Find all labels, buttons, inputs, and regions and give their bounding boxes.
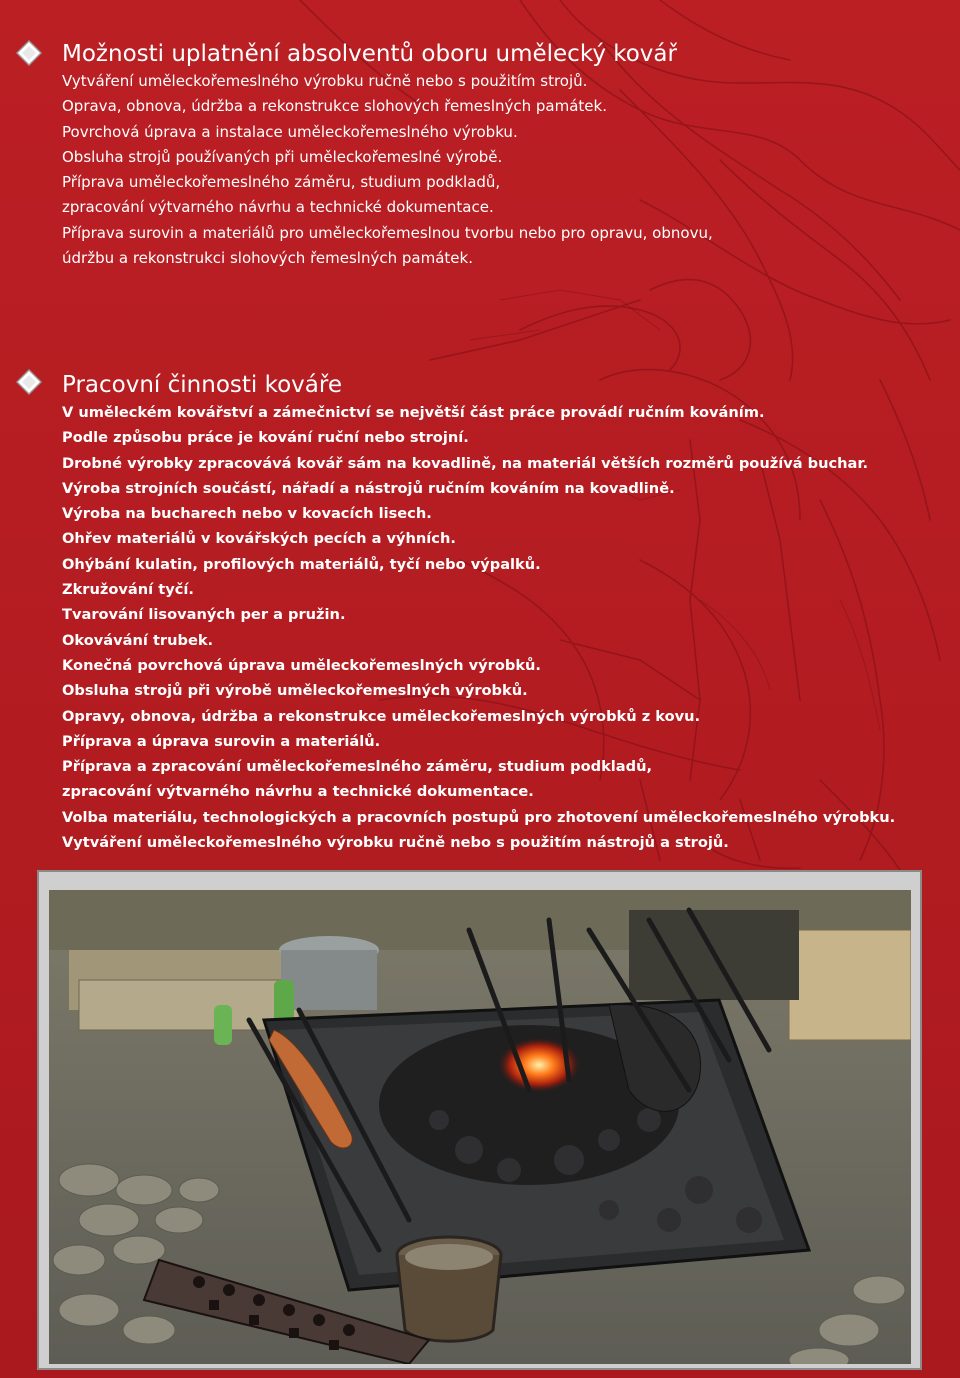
activities-list <box>62 400 930 855</box>
list-item: Drobné výrobky zpracovává kovář sám na kovadlině, na materiál větších rozměrů používá buchar. <box>62 454 869 472</box>
list-item: Příprava uměleckořemeslného záměru, studium podkladů, <box>62 173 501 192</box>
list-item: Podle způsobu práce je kování ruční nebo strojní. <box>62 429 469 447</box>
list-item: zpracování výtvarného návrhu a technické dokumentace. <box>62 198 494 217</box>
list-item: Tvarování lisovaných per a pružin. <box>62 606 346 624</box>
section-graduate-opportunities <box>62 39 930 271</box>
list-item: Příprava a úprava surovin a materiálů. <box>62 732 381 750</box>
list-item: Opravy, obnova, údržba a rekonstrukce uměleckořemeslných výrobků z kovu. <box>62 707 701 725</box>
list-item: Okovávání trubek. <box>62 631 214 649</box>
section-title: Možnosti uplatnění absolventů oboru umělecký kovář <box>62 41 677 67</box>
list-item: Výroba strojních součástí, nářadí a nástrojů ručním kováním na kovadlině. <box>62 479 675 497</box>
list-item: zpracování výtvarného návrhu a technické dokumentace. <box>62 783 534 801</box>
list-item: Vytváření uměleckořemeslného výrobku ručně nebo s použitím strojů. <box>62 72 588 90</box>
forge-photo <box>49 890 911 1364</box>
list-item: Obsluha strojů při výrobě uměleckořemeslných výrobků. <box>62 682 528 700</box>
list-item: Konečná povrchová úprava uměleckořemeslných výrobků. <box>62 656 541 674</box>
forge-photo-illustration <box>49 890 911 1364</box>
section-work-activities <box>62 370 930 855</box>
list-item: Povrchová úprava a instalace uměleckořemeslného výrobku. <box>62 122 518 141</box>
list-item: Volba materiálu, technologických a pracovních postupů pro zhotovení uměleckořemeslného výrobku. <box>62 808 896 826</box>
opportunities-list <box>62 69 930 271</box>
list-item: Zkružování tyčí. <box>62 581 194 599</box>
list-item: Příprava surovin a materiálů pro uměleckořemeslnou tvorbu nebo pro opravu, obnovu, <box>62 223 713 242</box>
list-item: Ohřev materiálů v kovářských pecích a výhních. <box>62 530 456 548</box>
list-item: Příprava a zpracování uměleckořemeslného záměru, studium podkladů, <box>62 758 652 776</box>
list-item: Oprava, obnova, údržba a rekonstrukce slohových řemeslných památek. <box>62 97 607 116</box>
list-item: Výroba na bucharech nebo v kovacích lisech. <box>62 505 432 523</box>
list-item: Ohýbání kulatin, profilových materiálů, tyčí nebo výpalků. <box>62 555 541 573</box>
list-item: údržbu a rekonstrukci slohových řemeslných památek. <box>62 249 473 268</box>
list-item: V uměleckém kovářství a zámečnictví se největší část práce provádí ručním kováním. <box>62 404 765 421</box>
section-title: Pracovní činnosti kováře <box>62 372 342 398</box>
diamond-bullet-icon <box>14 38 44 68</box>
diamond-bullet-icon <box>14 367 44 397</box>
list-item: Obsluha strojů používaných při uměleckořemeslné výrobě. <box>62 147 503 166</box>
list-item: Vytváření uměleckořemeslného výrobku ručně nebo s použitím nástrojů a strojů. <box>62 834 729 852</box>
